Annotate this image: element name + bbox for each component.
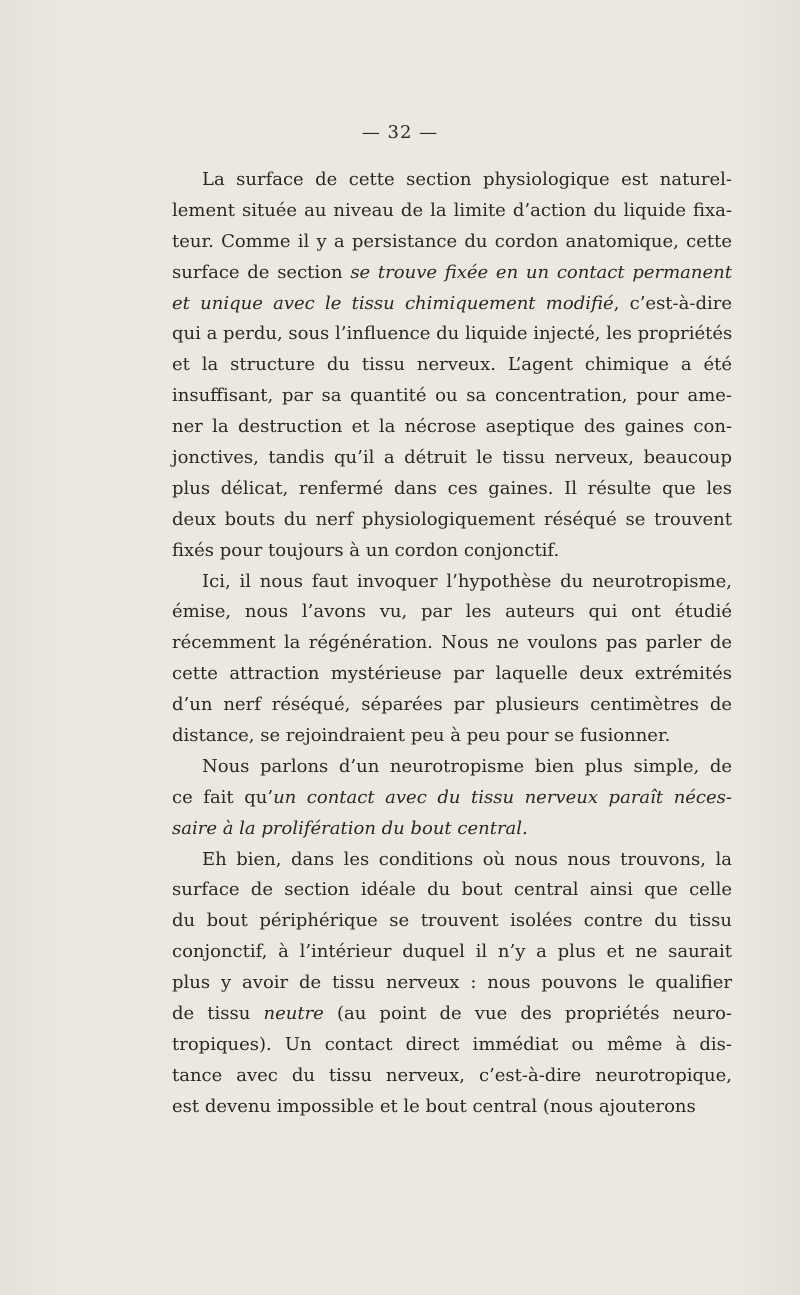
- text-line: fixés pour toujours à un cordon conjonctif.: [172, 539, 560, 561]
- text-line: cette attraction mystérieuse par laquelle deux extrémités: [172, 663, 732, 685]
- text-segment: de tissu: [172, 1003, 264, 1025]
- text-line: émise, nous l’avons vu, par les auteurs qui ont étudié: [172, 601, 732, 623]
- paragraph: [172, 165, 732, 567]
- body-text: [172, 165, 732, 1123]
- text-line: récemment la régénération. Nous ne voulons pas parler de: [172, 632, 732, 654]
- paragraph: [172, 567, 732, 752]
- text-line: et la structure du tissu nerveux. L’agent chimique a été: [172, 354, 732, 376]
- text-line: plus y avoir de tissu nerveux : nous pouvons le qualifier: [172, 972, 732, 994]
- text-line: Ici, il nous faut invoquer l’hypothèse du neurotropisme,: [202, 570, 732, 592]
- text-line: [172, 999, 732, 1030]
- text-line: Eh bien, dans les conditions où nous nous trouvons, la: [202, 848, 732, 870]
- text-line: teur. Comme il y a persistance du cordon anatomique, cette: [172, 230, 732, 252]
- text-line: insuffisant, par sa quantité ou sa concentration, pour ame-: [172, 385, 732, 407]
- paragraph: [172, 752, 732, 845]
- text-line: jonctives, tandis qu’il a détruit le tissu nerveux, beaucoup: [172, 447, 732, 469]
- italic-segment: neutre: [263, 1003, 324, 1025]
- text-line: tropiques). Un contact direct immédiat ou même à dis-: [172, 1033, 732, 1055]
- text-line: qui a perdu, sous l’influence du liquide injecté, les propriétés: [172, 323, 733, 345]
- text-segment: ce fait qu’: [172, 786, 274, 808]
- text-line: ner la destruction et la nécrose aseptique des gaines con-: [172, 416, 732, 438]
- italic-segment: se trouve fixée en un contact permanent: [350, 261, 732, 283]
- text-line: conjonctif, à l’intérieur duquel il n’y a plus et ne saurait: [172, 941, 732, 963]
- text-line: deux bouts du nerf physiologiquement réséqué se trouvent: [172, 508, 732, 530]
- text-line: lement située au niveau de la limite d’action du liquide fixa-: [172, 199, 732, 221]
- italic-segment: saire à la prolifération du bout central.: [172, 817, 528, 839]
- text-line: plus délicat, renfermé dans ces gaines. Il résulte que les: [172, 477, 732, 499]
- text-line: est devenu impossible et le bout central (nous ajouterons: [172, 1095, 696, 1117]
- text-segment: (au point de vue des propriétés neuro-: [323, 1003, 732, 1025]
- text-line: La surface de cette section physiologique est naturel-: [202, 169, 732, 190]
- italic-segment: un contact avec du tissu nerveux paraît néces-: [273, 786, 732, 808]
- text-segment: , c’est-à-dire: [613, 292, 732, 314]
- text-segment: surface de section: [172, 261, 351, 283]
- text-line: d’un nerf réséqué, séparées par plusieurs centimètres de: [172, 694, 732, 716]
- text-line: tance avec du tissu nerveux, c’est-à-dire neurotropique,: [172, 1064, 732, 1086]
- text-line: [172, 258, 732, 289]
- text-line: [172, 289, 732, 320]
- italic-segment: et unique avec le tissu chimiquement modifié: [172, 292, 614, 314]
- paragraph: [172, 845, 732, 1123]
- text-line: du bout périphérique se trouvent isolées contre du tissu: [172, 910, 732, 932]
- text-line: Nous parlons d’un neurotropisme bien plus simple, de: [202, 755, 732, 777]
- page-number: — 32 —: [361, 122, 439, 143]
- text-line: surface de section idéale du bout central ainsi que celle: [172, 879, 732, 901]
- text-line: [172, 783, 732, 814]
- text-line: [172, 814, 732, 845]
- text-line: distance, se rejoindraient peu à peu pour se fusionner.: [172, 725, 671, 747]
